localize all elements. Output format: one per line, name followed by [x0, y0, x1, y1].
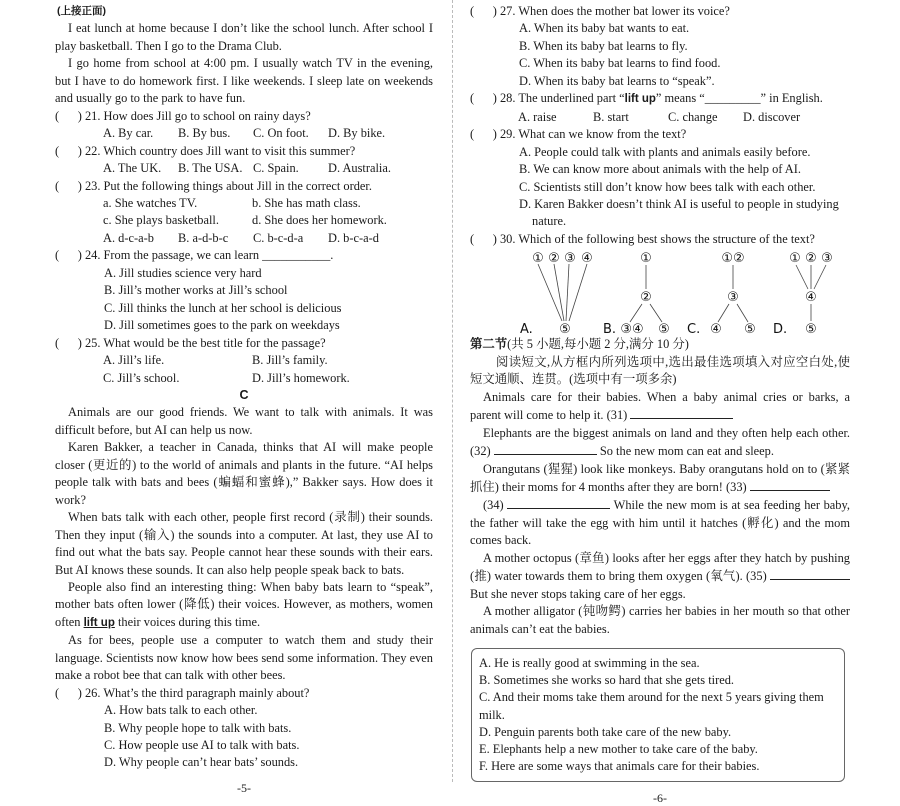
answer-blank[interactable]: ( ): [55, 178, 82, 193]
node: ②: [805, 251, 817, 267]
structure-diagram-svg: [470, 248, 850, 336]
quoted-phrase: lift up: [624, 93, 656, 106]
connector-line: [737, 304, 748, 322]
answer-blank[interactable]: ( ): [55, 685, 82, 700]
passage-c-paragraph: As for bees, people use a computer to watch them and study their language. Scientists now know how bees send some information. They even make a robot bee that can talk with other bees.: [55, 633, 433, 683]
question-text: 27. When does the mother bat lower its voice?: [499, 4, 730, 18]
connector-line: [630, 304, 642, 322]
option-letter-b: B.: [603, 322, 617, 337]
option: B. When its baby bat learns to fly.: [519, 38, 688, 53]
answer-blank[interactable]: ( ): [55, 335, 82, 350]
page-fold-divider: [452, 0, 453, 782]
blank-label: (32): [470, 444, 491, 459]
node: ①: [789, 251, 801, 267]
left-page: [55, 3, 433, 796]
passage-paragraph: [470, 496, 850, 549]
box-option: F. Here are some ways that animals care for their babies.: [479, 759, 760, 774]
options-box: [471, 648, 845, 782]
blank-31[interactable]: [630, 406, 733, 419]
node: ①②: [721, 251, 745, 267]
option: C. Jill’s school.: [103, 370, 180, 385]
node: ⑤: [805, 322, 817, 337]
option: B. We can know more about animals with the help of AI.: [519, 162, 801, 177]
connector-line: [718, 304, 729, 322]
connector-line: [796, 265, 808, 289]
option: C. change: [668, 109, 718, 124]
connector-line: [569, 264, 587, 321]
question-text: 22. Which country does Jill want to visit this summer?: [84, 143, 356, 158]
option: A. By car.: [103, 126, 154, 141]
passage-b-paragraph: I eat lunch at home because I don’t like the school lunch. After school I play basketball. Then I go to the Drama Club.: [55, 21, 433, 53]
question-text: ” means “_________” in English.: [655, 91, 823, 106]
text: But she never stops taking care of her eggs.: [470, 586, 686, 601]
q21-options: [55, 125, 433, 142]
option: B. start: [593, 109, 629, 124]
item: c. She plays basketball.: [103, 213, 219, 228]
answer-blank[interactable]: ( ): [55, 248, 82, 263]
box-option: E. Elephants help a new mother to take care of the baby.: [479, 742, 758, 757]
page-number: -5-: [237, 780, 251, 795]
blank-35[interactable]: [770, 567, 850, 580]
node: ④: [581, 251, 593, 267]
option: D. b-c-a-d: [328, 230, 379, 245]
section-instructions: 阅读短文,从方框内所列选项中,选出最佳选项填入对应空白处,使短文通顺、连贯。(选项中有一项多余): [470, 354, 850, 387]
node: ③: [727, 290, 739, 306]
passage-c-paragraph: [55, 579, 433, 632]
node: ③: [821, 251, 833, 267]
section-c-heading: C: [239, 387, 249, 402]
answer-blank[interactable]: ( ): [470, 4, 497, 18]
answer-blank[interactable]: ( ): [55, 143, 82, 158]
node: ②: [548, 251, 560, 267]
answer-blank[interactable]: ( ): [470, 127, 497, 142]
q22-options: [55, 160, 433, 177]
item: b. She has math class.: [252, 195, 361, 210]
connector-line: [650, 304, 662, 322]
text: their voices during this time.: [114, 614, 261, 629]
answer-blank[interactable]: ( ): [55, 108, 82, 123]
continued-header: (上接正面): [57, 5, 106, 17]
text: So the new mom can eat and sleep.: [599, 444, 774, 459]
q28-options: [470, 109, 850, 126]
option: B. Why people hope to talk with bats.: [104, 720, 292, 735]
option: D. Australia.: [328, 161, 391, 176]
option: D. When its baby bat learns to “speak”.: [519, 73, 715, 88]
passage-c-paragraph: Karen Bakker, a teacher in Canada, thinks that AI will make people closer (更近的) to the world of animals and plants in the future. “AI helps people talk with bats and bees (蝙蝠和蜜蜂),” Bakker says. How does it work?: [55, 440, 433, 507]
option: A. People could talk with plants and animals easily before.: [519, 144, 811, 159]
node: ⑤: [559, 322, 571, 337]
item: d. She does her homework.: [252, 213, 387, 228]
question-24: [55, 247, 433, 264]
q23-items: [55, 195, 433, 230]
node: ⑤: [744, 322, 756, 337]
question-text: 26. What’s the third paragraph mainly about?: [84, 685, 310, 700]
q23-options: [55, 230, 433, 247]
option: D. Jill sometimes goes to the park on weekdays: [104, 318, 340, 333]
blank-34[interactable]: [507, 496, 610, 509]
text: A mother octopus (章鱼) looks after her eggs after they hatch by pushing (推) water towards them to bring them oxygen (氧气).: [470, 550, 850, 584]
passage-paragraph: A mother alligator (钝吻鳄) carries her babies in her mouth so that other animals can’t eat the babies.: [470, 604, 850, 636]
node: ②: [640, 290, 652, 306]
box-option: C. And their moms take them around for the next 5 years giving them milk.: [479, 690, 824, 722]
text: Orangutans (猩猩) look like monkeys. Baby orangutans hold on to (紧紧抓住) their moms for 4 months after they are born!: [470, 461, 850, 494]
option: C. When its baby bat learns to find food.: [519, 56, 721, 71]
question-text: 23. Put the following things about Jill in the correct order.: [84, 178, 372, 193]
question-text: 21. How does Jill go to school on rainy days?: [84, 108, 311, 123]
passage-c-paragraph: Animals are our good friends. We want to talk with animals. It was difficult before, but AI can help us now.: [55, 405, 433, 437]
text: People also find an interesting thing: When baby bats learn to “speak”, mother bats often lower (降低) their voices. However, as mothers, women often: [55, 579, 433, 629]
question-23: [55, 178, 433, 195]
option: C. b-c-d-a: [253, 230, 304, 245]
node: ①: [640, 251, 652, 267]
answer-blank[interactable]: ( ): [470, 231, 497, 246]
text: While the new mom is at sea feeding her baby, the father will take the egg with him until it hatches (孵化) and the mom comes back.: [470, 498, 850, 548]
blank-33[interactable]: [750, 478, 830, 491]
option: A. d-c-a-b: [103, 230, 154, 245]
connector-line: [538, 264, 562, 321]
question-text: 25. What would be the best title for the passage?: [84, 335, 326, 350]
box-option: A. He is really good at swimming in the sea.: [479, 656, 700, 671]
section-title: 第二节: [470, 337, 508, 352]
question-30: [470, 231, 850, 248]
question-22: [55, 143, 433, 160]
question-25: [55, 335, 433, 352]
node: ⑤: [658, 322, 670, 337]
text: Animals care for their babies. When a baby animal cries or barks, a parent will come to help it.: [470, 389, 850, 423]
blank-label: (35): [746, 569, 767, 584]
option: A. Jill studies science very hard: [104, 265, 262, 280]
question-text: 29. What can we know from the text?: [499, 127, 687, 142]
option: C. Spain.: [253, 161, 299, 176]
option: A. raise: [518, 109, 557, 124]
option: B. Jill’s family.: [252, 353, 328, 368]
option: A. Jill’s life.: [103, 353, 165, 368]
section-scoring: (共 5 小题,每小题 2 分,满分 10 分): [507, 337, 689, 352]
option-letter-a: A.: [520, 322, 533, 337]
node: ③④: [620, 322, 644, 337]
option-letter-c: C.: [687, 322, 701, 337]
option: A. The UK.: [103, 161, 162, 176]
q25-options: [55, 352, 433, 387]
structure-diagrams: [470, 248, 850, 336]
passage-paragraph: [470, 550, 850, 603]
blank-32[interactable]: [494, 442, 597, 455]
question-text: 30. Which of the following best shows the structure of the text?: [499, 231, 815, 246]
option: C. How people use AI to talk with bats.: [104, 738, 300, 753]
node: ④: [805, 290, 817, 306]
underlined-phrase: lift up: [83, 616, 115, 629]
blank-label: (31): [606, 408, 628, 423]
passage-paragraph: [470, 389, 850, 425]
question-27: [470, 3, 850, 20]
passage-paragraph: [470, 425, 850, 461]
passage-b-paragraph: I go home from school at 4:00 pm. I usually watch TV in the evening, but I have to do homework first. I like weekends. I sleep late on weekends and usually go to the park to have fun.: [55, 56, 433, 106]
option: A. How bats talk to each other.: [104, 703, 258, 718]
connector-line: [554, 264, 564, 321]
section-2-heading: [470, 336, 850, 353]
text: Elephants are the biggest animals on land and they often help each other.: [483, 425, 850, 440]
option: A. When its baby bat wants to eat.: [519, 21, 690, 36]
connector-line: [814, 265, 826, 289]
node: ④: [710, 322, 722, 337]
blank-label: (34): [483, 498, 504, 513]
option: D. Jill’s homework.: [252, 370, 350, 385]
question-21: [55, 108, 433, 125]
item: a. She watches TV.: [103, 195, 198, 210]
answer-blank[interactable]: ( ): [470, 91, 497, 106]
option: D. discover: [743, 109, 801, 124]
node: ①: [532, 251, 544, 267]
option: C. Jill thinks the lunch at her school is delicious: [104, 300, 342, 315]
passage-c-paragraph: When bats talk with each other, people first record (录制) their sounds. Then they input (输入) the sounds into a computer. At last, they use AI to find out what the bats say. People cannot hear these sounds with their ears. But AI knows these sounds. It can also help people speak back to bats.: [55, 510, 433, 577]
option: D. By bike.: [328, 126, 386, 141]
page-number: -6-: [653, 791, 667, 806]
option: C. Scientists still don’t know how bees talk with each other.: [519, 179, 816, 194]
question-text: 28. The underlined part “: [499, 91, 625, 106]
option-letter-d: D.: [773, 322, 788, 337]
box-option: D. Penguin parents both take care of the new baby.: [479, 724, 732, 739]
right-page: [470, 3, 850, 806]
option: B. a-d-b-c: [178, 230, 229, 245]
question-text: 24. From the passage, we can learn ___________.: [84, 248, 334, 263]
question-26: [55, 685, 433, 702]
option: D. Why people can’t hear bats’ sounds.: [104, 755, 299, 770]
box-option: B. Sometimes she works so hard that she gets tired.: [479, 673, 735, 688]
blank-label: (33): [726, 479, 747, 494]
option: D. Karen Bakker doesn’t think AI is useful to people in studying nature.: [519, 196, 839, 229]
option: B. Jill’s mother works at Jill’s school: [104, 283, 288, 298]
option: B. By bus.: [178, 126, 231, 141]
question-29: [470, 126, 850, 143]
passage-paragraph: [470, 461, 850, 497]
connector-line: [566, 264, 569, 321]
option: C. On foot.: [253, 126, 309, 141]
node: ③: [564, 251, 576, 267]
option: B. The USA.: [178, 161, 243, 176]
question-28: [470, 90, 850, 108]
